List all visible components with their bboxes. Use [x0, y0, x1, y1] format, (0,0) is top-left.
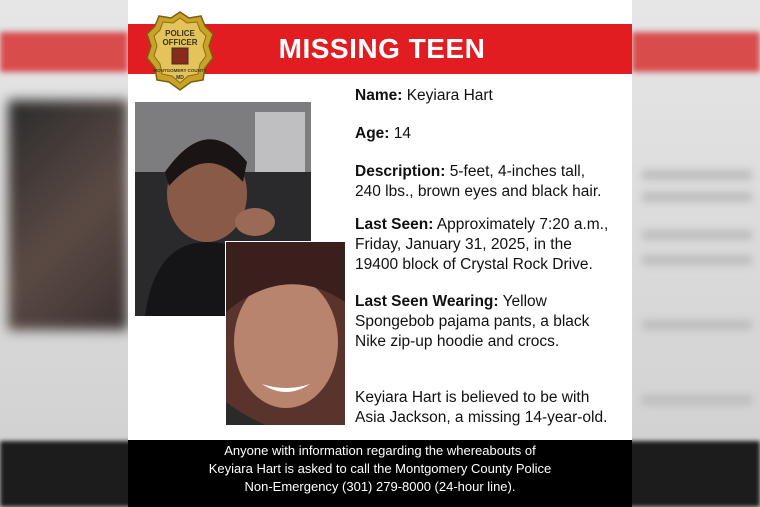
- flyer-title: MISSING TEEN: [278, 33, 486, 64]
- age-label: Age:: [355, 125, 390, 142]
- description-line-2: 240 lbs., brown eyes and black hair.: [355, 183, 602, 200]
- missing-person-photo-2: [225, 241, 346, 426]
- background-red-left: [0, 32, 128, 72]
- badge-county: MONTGOMERY COUNTY: [153, 68, 207, 73]
- age-line: [355, 124, 632, 144]
- background-text-blur: [642, 230, 752, 240]
- description-line-1: 5-feet, 4-inches tall,: [449, 163, 586, 180]
- name-label: Name:: [355, 87, 403, 104]
- description-block: [355, 162, 632, 202]
- name-line: [355, 86, 632, 106]
- wearing-label: Last Seen Wearing:: [355, 293, 499, 310]
- last-seen-line-3: 19400 block of Crystal Rock Drive.: [355, 256, 593, 273]
- wearing-line-1: Yellow: [502, 293, 547, 310]
- wearing-line-3: Nike zip-up hoodie and crocs.: [355, 333, 560, 350]
- badge-line2: OFFICER: [162, 38, 198, 47]
- description-label: Description:: [355, 163, 446, 180]
- footer-line-2: Keyiara Hart is asked to call the Montgomery County Police: [208, 461, 552, 476]
- age-value: 14: [393, 125, 412, 142]
- footer-line-3: Non-Emergency (301) 279-8000 (24-hour line).: [244, 479, 516, 494]
- note-line-1: Keyiara Hart is believed to be with: [355, 389, 590, 406]
- last-seen-label: Last Seen:: [355, 216, 434, 233]
- note-line-2: Asia Jackson, a missing 14-year-old.: [355, 409, 608, 426]
- companion-note: [355, 388, 632, 428]
- name-value: Keyiara Hart: [406, 87, 493, 104]
- background-red-right: [632, 32, 760, 72]
- badge-seal-icon: [172, 48, 188, 64]
- background-text-blur: [642, 170, 752, 180]
- badge-line1: POLICE: [165, 29, 195, 38]
- wearing-line-2: Spongebob pajama pants, a black: [355, 313, 590, 330]
- footer-line-1: Anyone with information regarding the whereabouts of: [224, 443, 536, 458]
- background-text-blur: [642, 395, 752, 405]
- background-text-blur: [642, 255, 752, 265]
- last-seen-line-2: Friday, January 31, 2025, in the: [355, 236, 572, 253]
- badge-state: MD: [176, 75, 184, 81]
- last-seen-block: [355, 215, 632, 275]
- missing-person-flyer: [128, 0, 632, 507]
- background-photo-blur: [8, 100, 128, 330]
- background-text-blur: [642, 320, 752, 330]
- last-seen-line-1: Approximately 7:20 a.m.,: [436, 216, 609, 233]
- contact-footer: [128, 440, 632, 507]
- police-badge-icon: [145, 10, 215, 92]
- background-text-blur: [642, 192, 752, 202]
- last-seen-wearing-block: [355, 292, 632, 352]
